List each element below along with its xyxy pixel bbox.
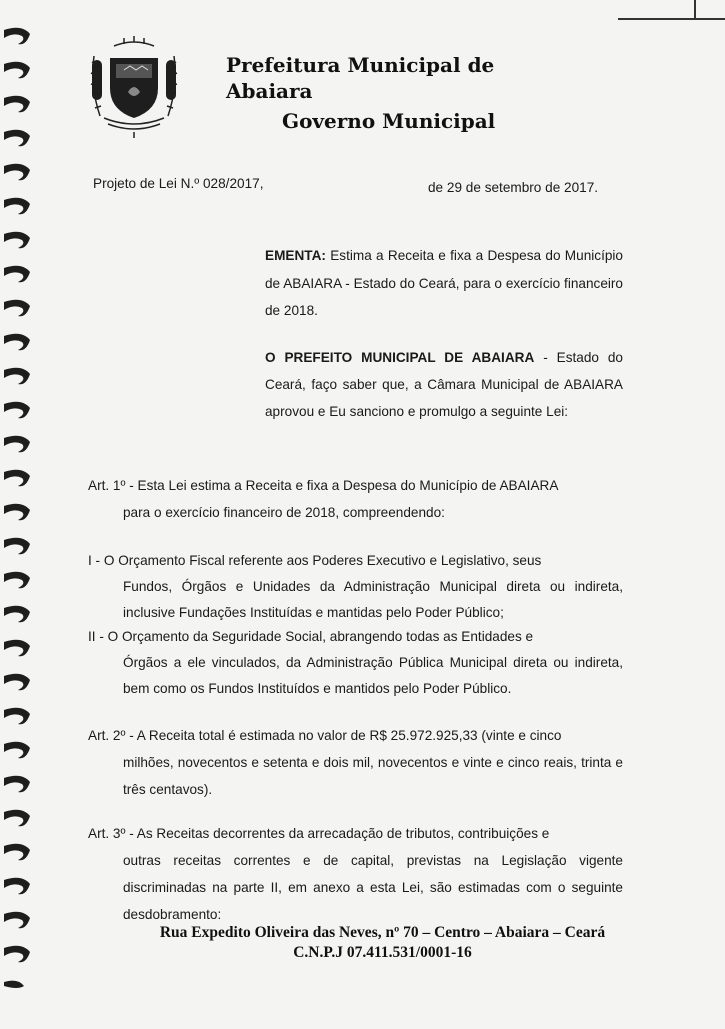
item-i-rest: Fundos, Órgãos e Unidades da Administração Municipal direta ou indireta, inclusive Fundações Instituídas e mantidas pelo Poder Público; xyxy=(123,579,623,620)
article-3-first-line: Art. 3º - As Receitas decorrentes da arrecadação de tributos, contribuições e xyxy=(88,826,550,841)
ementa-text: Estima a Receita e fixa a Despesa do Município de ABAIARA - Estado do Ceará, para o exercício financeiro de 2018. xyxy=(265,248,623,318)
article-1-rest: para o exercício financeiro de 2018, compreendendo: xyxy=(123,505,445,520)
item-ii-first-line: II - O Orçamento da Seguridade Social, abrangendo todas as Entidades e xyxy=(88,629,534,644)
enactment-text: - Estado do Ceará, faço saber que, a Câmara Municipal de ABAIARA aprovou e Eu sanciono e promulgo a seguinte Lei: xyxy=(265,350,623,419)
footer-address: Rua Expedito Oliveira das Neves, nº 70 – Centro – Abaiara – Ceará xyxy=(159,924,606,941)
article-1 xyxy=(88,472,623,526)
item-i-first-line: I - O Orçamento Fiscal referente aos Poderes Executivo e Legislativo, seus xyxy=(88,553,542,568)
letterhead xyxy=(226,52,586,134)
ementa-paragraph xyxy=(265,242,623,325)
article-3-rest: outras receitas correntes e de capital, previstas na Legislação vigente discriminadas na parte II, em anexo a esta Lei, são estimadas com o seguinte desdobramento: xyxy=(123,853,623,922)
item-ii xyxy=(88,624,623,702)
binding-holes-graphic xyxy=(0,0,48,1024)
article-1-first-line: Art. 1º - Esta Lei estima a Receita e fixa a Despesa do Município de ABAIARA xyxy=(88,478,559,493)
corner-line xyxy=(618,18,725,20)
article-2 xyxy=(88,722,623,803)
article-2-first-line: Art. 2º - A Receita total é estimada no valor de R$ 25.972.925,33 (vinte e cinco xyxy=(88,728,562,743)
bill-number: Projeto de Lei N.º 028/2017, xyxy=(93,176,264,191)
municipal-crest-icon xyxy=(84,36,184,138)
spiral-binding xyxy=(0,0,48,1024)
article-3 xyxy=(88,820,623,928)
letterhead-subtitle: Governo Municipal xyxy=(282,109,496,133)
bill-date: de 29 de setembro de 2017. xyxy=(428,180,599,195)
item-ii-rest: Órgãos a ele vinculados, da Administração Pública Municipal direta ou indireta, bem como os Fundos Instituídos e mantidos pelo Poder Público. xyxy=(123,655,623,696)
corner-line xyxy=(694,0,696,20)
footer-cnpj: C.N.P.J 07.411.531/0001-16 xyxy=(293,944,472,961)
ementa-label: EMENTA: xyxy=(265,248,326,263)
mayor-label: O PREFEITO MUNICIPAL DE ABAIARA xyxy=(265,350,535,365)
enactment-paragraph xyxy=(265,344,623,425)
letterhead-title: Prefeitura Municipal de Abaiara xyxy=(226,53,495,103)
item-i xyxy=(88,548,623,626)
article-2-rest: milhões, novecentos e setenta e dois mil, novecentos e vinte e cinco reais, trinta e três centavos). xyxy=(123,755,623,797)
